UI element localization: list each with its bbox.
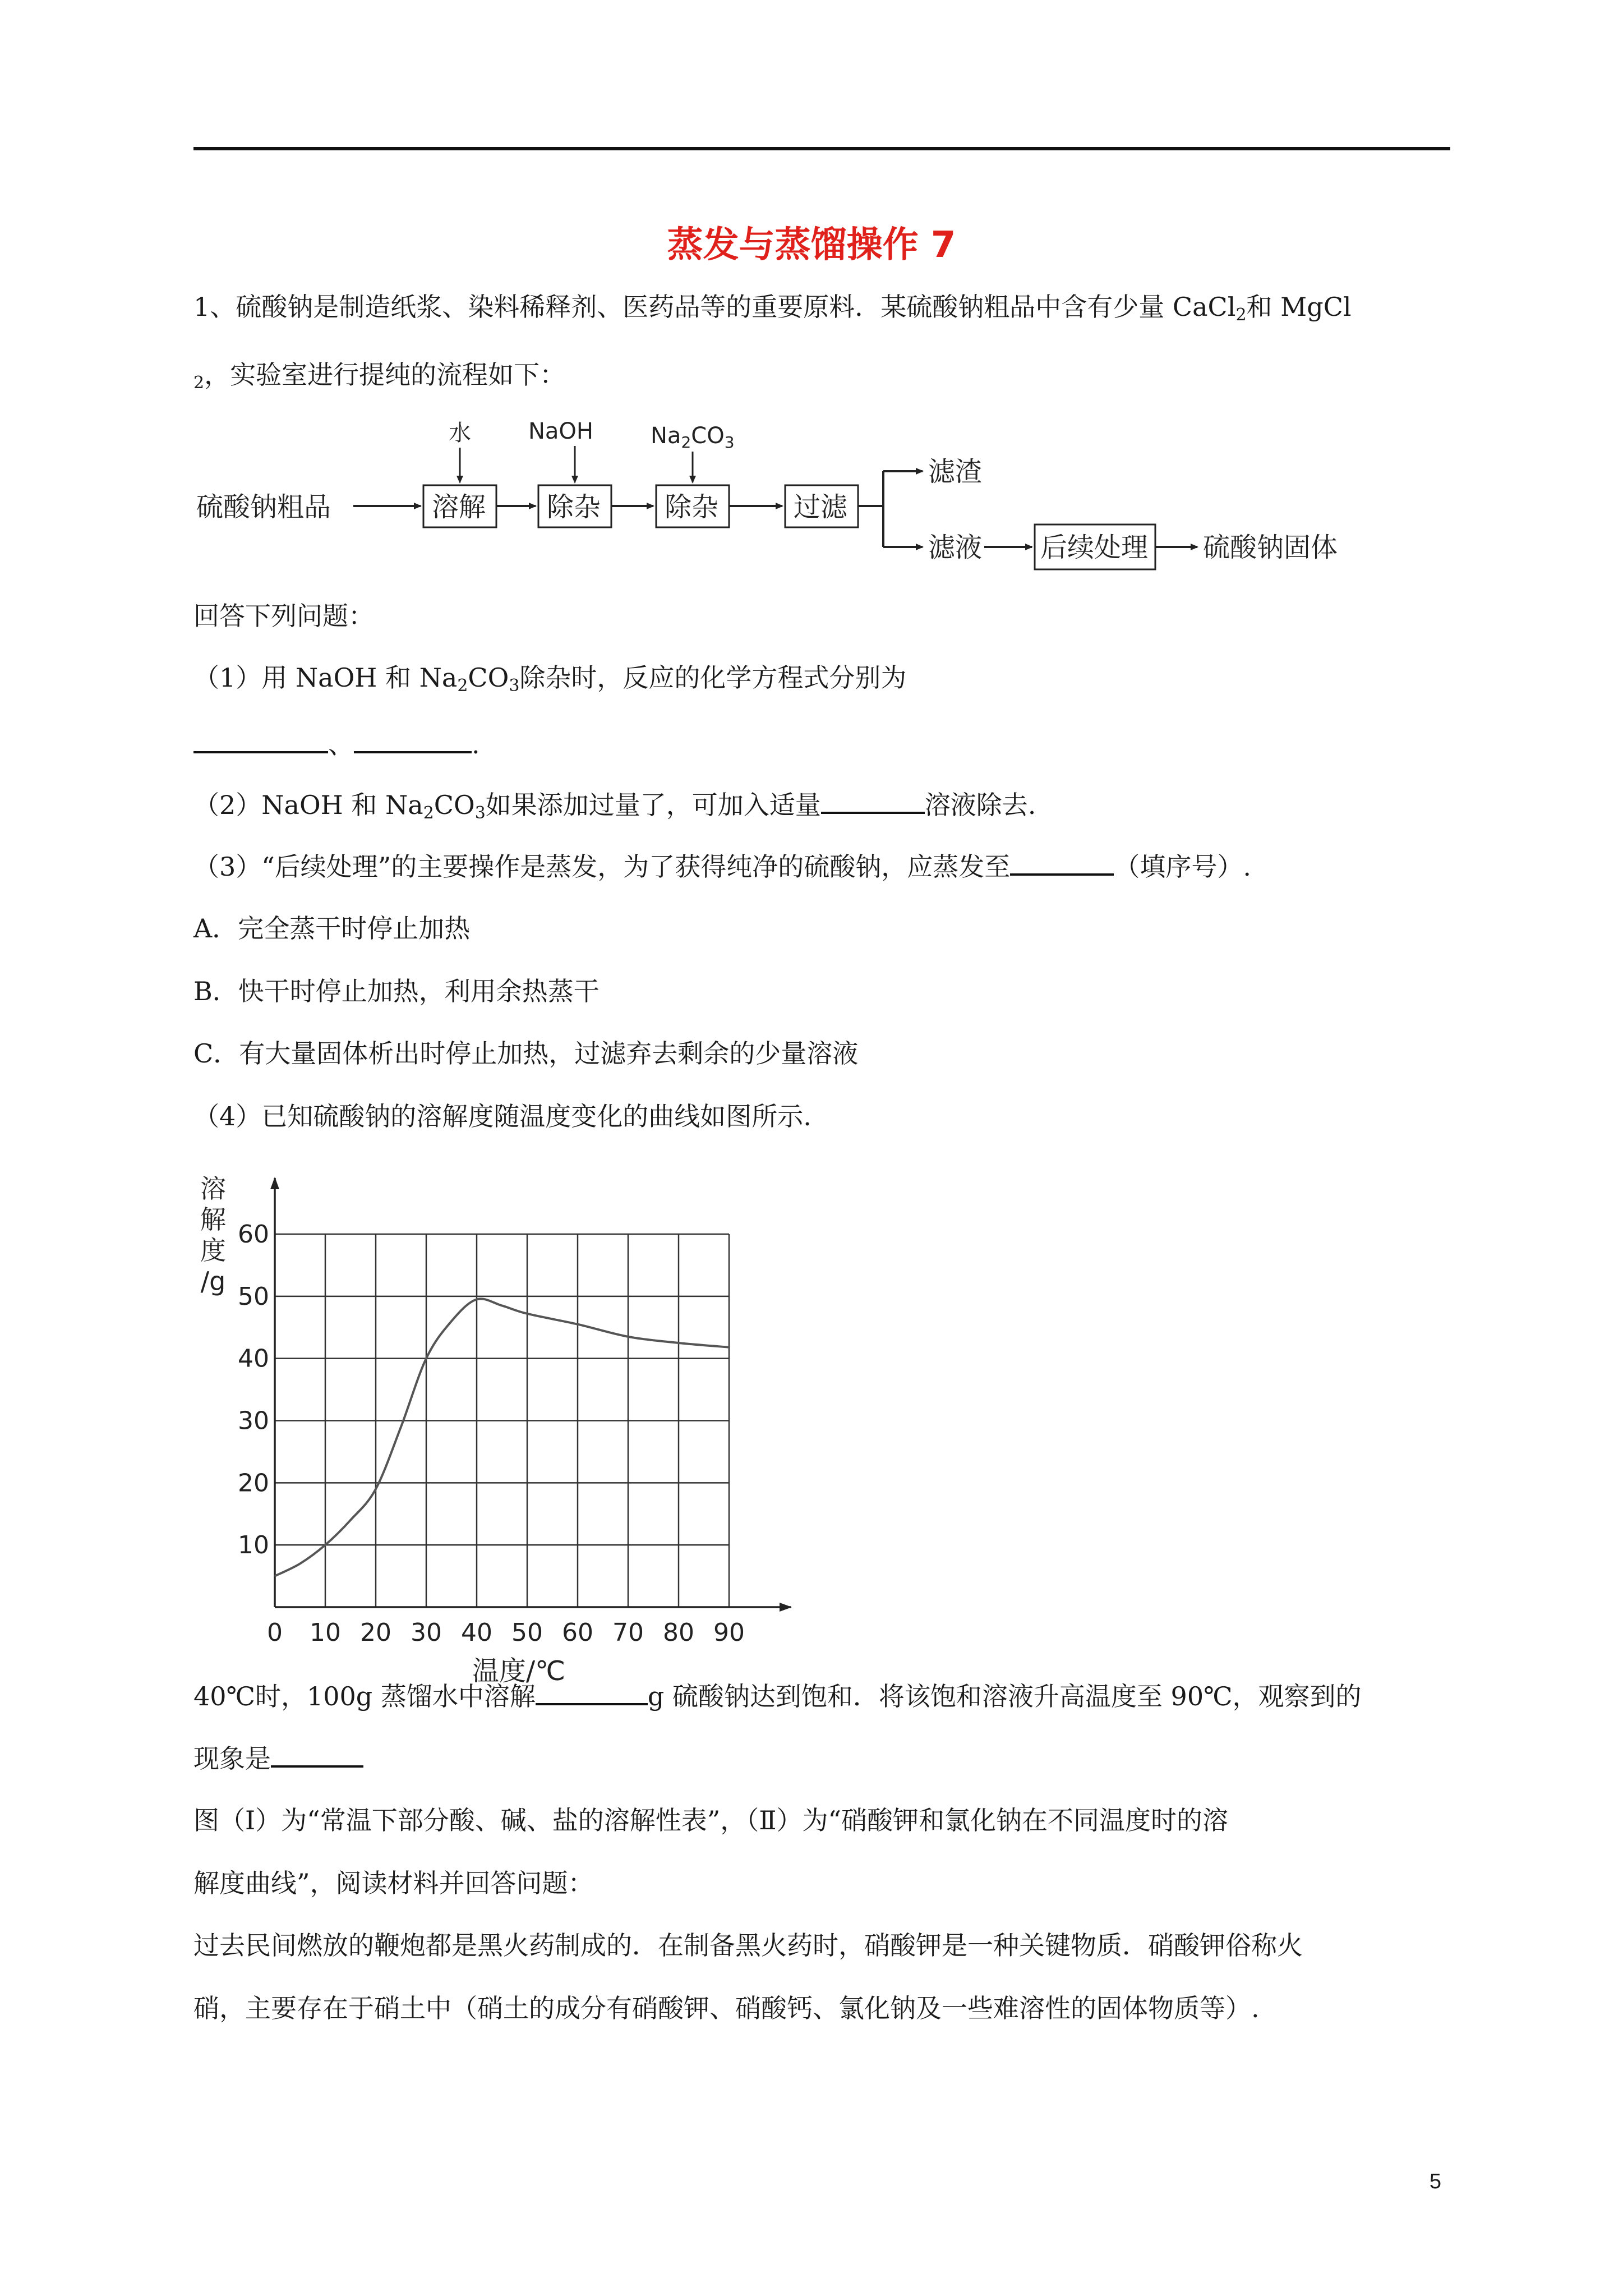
x-tick-label: 10 <box>310 1618 341 1647</box>
subscript: 2 <box>193 373 205 393</box>
y-axis-label: 度 <box>200 1235 226 1266</box>
answer-blank[interactable] <box>271 1741 363 1768</box>
y-axis-label: 解 <box>200 1204 226 1235</box>
intro-text: 硫酸钠是制造纸浆、染料稀释剂、医药品等的重要原料．某硫酸钠粗品中含有少量 CaCl <box>236 292 1236 322</box>
page-title: 蒸发与蒸馏操作 7 <box>667 224 956 266</box>
y-tick-label: 30 <box>238 1406 269 1435</box>
x-tick-label: 0 <box>267 1618 283 1647</box>
answer-blank[interactable] <box>354 726 472 753</box>
process-flow-diagram <box>185 409 1453 583</box>
flow-output-residue: 滤渣 <box>928 456 983 487</box>
y-tick-label: 10 <box>238 1531 269 1560</box>
x-tick-label: 90 <box>713 1618 745 1647</box>
y-tick-label: 20 <box>238 1469 269 1498</box>
question-1-intro-line2 <box>193 358 565 400</box>
sub-question-4: （4）已知硫酸钠的溶解度随温度变化的曲线如图所示. <box>193 1101 811 1131</box>
answer-blank[interactable] <box>536 1678 648 1705</box>
question-1-intro-line1 <box>193 290 1352 332</box>
flow-step5: 后续处理 <box>1040 532 1149 563</box>
sub-question-1-blanks: 、 . <box>193 726 480 761</box>
answer-blank[interactable] <box>193 726 328 753</box>
subscript: 2 <box>1235 305 1247 325</box>
header-rule <box>193 147 1450 150</box>
answer-prompt: 回答下列问题： <box>193 601 374 631</box>
solubility-curve <box>275 1299 729 1576</box>
x-tick-label: 20 <box>360 1618 391 1647</box>
x-tick-label: 50 <box>511 1618 543 1647</box>
y-axis-label: /g <box>200 1266 226 1296</box>
flow-step4: 过滤 <box>794 491 848 523</box>
x-tick-label: 80 <box>663 1618 694 1647</box>
x-tick-label: 60 <box>562 1618 593 1647</box>
paragraph-2-line1: 过去民间燃放的鞭炮都是黑火药制成的．在制备黑火药时，硝酸钾是一种关键物质．硝酸钾俗称火 <box>193 1930 1303 1961</box>
flow-reagent-na2co3: $Na_2CO_3$ <box>651 423 735 452</box>
flow-output-filtrate: 滤液 <box>928 532 983 563</box>
sub-question-3: （3）“后续处理”的主要操作是蒸发，为了获得纯净的硫酸钠，应蒸发至 （填序号）. <box>193 849 1251 884</box>
flow-end: 硫酸钠固体 <box>1203 532 1338 563</box>
sub-question-1: （1）用 NaOH 和 $Na_2CO_3$除杂时，反应的化学方程式分别为 <box>193 662 907 696</box>
solubility-chart <box>185 1167 802 1687</box>
y-tick-label: 50 <box>238 1282 269 1311</box>
option-b: B．快干时停止加热，利用余热蒸干 <box>193 976 600 1006</box>
y-tick-label: 60 <box>238 1220 269 1249</box>
option-c: C．有大量固体析出时停止加热，过滤弃去剩余的少量溶液 <box>193 1038 859 1069</box>
flow-start: 硫酸钠粗品 <box>196 491 331 523</box>
option-a: A．完全蒸干时停止加热 <box>193 913 471 944</box>
sub-question-2: （2）NaOH 和 $Na_2CO_3$如果添加过量了，可加入适量 溶液除去. <box>193 787 1036 830</box>
x-tick-label: 30 <box>411 1618 442 1647</box>
page-number: 5 <box>1429 2170 1441 2193</box>
answer-blank[interactable] <box>821 787 925 814</box>
after-chart-line1: 40℃时，100g 蒸馏水中溶解 g 硫酸钠达到饱和．将该饱和溶液升高温度至 90℃，观察到的 <box>193 1678 1362 1713</box>
flow-step3: 除杂 <box>665 491 719 523</box>
flow-step1: 溶解 <box>432 491 486 523</box>
intro-text-tail: 和 MgCl <box>1246 292 1352 322</box>
paragraph-2-line2: 硝，主要存在于硝土中（硝土的成分有硝酸钾、硝酸钙、氯化钠及一些难溶性的固体物质等）. <box>193 1993 1260 2023</box>
y-axis-label: 溶 <box>200 1174 226 1204</box>
intro-text-2: ，实验室进行提纯的流程如下： <box>204 360 566 390</box>
x-axis-label: 温度/℃ <box>472 1655 566 1687</box>
paragraph-1-line2: 解度曲线”，阅读材料并回答问题： <box>193 1868 594 1898</box>
after-chart-line2: 现象是 <box>193 1741 363 1775</box>
question-number: 1、 <box>193 292 236 322</box>
y-tick-label: 40 <box>238 1344 269 1373</box>
answer-blank[interactable] <box>1010 849 1114 876</box>
x-tick-label: 70 <box>612 1618 644 1647</box>
flow-reagent-naoh: NaOH <box>528 418 593 444</box>
flow-step2: 除杂 <box>547 491 601 523</box>
paragraph-1-line1: 图（Ⅰ）为“常温下部分酸、碱、盐的溶解性表”，（Ⅱ）为“硝酸钾和氯化钠在不同温度时的溶 <box>193 1805 1228 1835</box>
x-tick-label: 40 <box>461 1618 492 1647</box>
flow-reagent-water: 水 <box>449 420 471 446</box>
